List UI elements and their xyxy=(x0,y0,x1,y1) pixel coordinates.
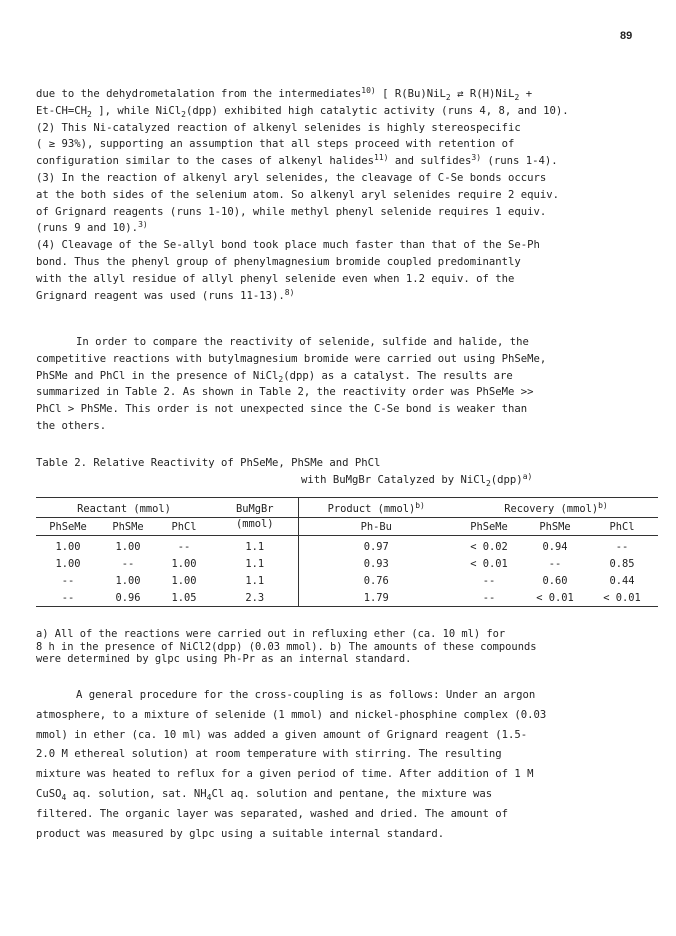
text-line: (runs 9 and 10).$^{3)}$ xyxy=(36,220,148,235)
table-cell: -- xyxy=(36,589,100,607)
table-row xyxy=(36,555,658,572)
text-line: CuSO$_4$ aq. solution, sat. $NH_4Cl$ aq. solution and pentane, the mixture was xyxy=(36,787,493,802)
text-line: bond. Thus the phenyl group of phenylmagnesium bromide coupled predominantly xyxy=(36,255,521,268)
col-header: Ph-Bu xyxy=(360,520,392,533)
table-caption xyxy=(36,455,532,489)
recovery-header: Recovery (mmol)$^{b)}$ xyxy=(454,498,658,518)
table-cell: 2.3 xyxy=(212,589,298,607)
table-row xyxy=(36,538,658,555)
table-cell: 1.1 xyxy=(212,538,298,555)
text-line: at the both sides of the selenium atom. So alkenyl aryl selenides require 2 equiv. xyxy=(36,188,559,201)
table-cell: 1.00 xyxy=(115,574,141,587)
text-line: summarized in Table 2. As shown in Table 2, the reactivity order was PhSeMe >> xyxy=(36,386,534,399)
table-cell: 1.00 xyxy=(115,540,141,553)
table-cell: < 0.01 xyxy=(524,589,586,607)
text-line: (3) In the reaction of alkenyl aryl selenides, the cleavage of C-Se bonds occurs xyxy=(36,171,547,184)
col-header: PhSeMe xyxy=(36,518,100,536)
text-line: In order to compare the reactivity of selenide, sulfide and halide, the xyxy=(76,336,529,348)
table-cell: -- xyxy=(454,589,524,607)
text-line: due to the dehydrometalation from the intermediates$^{10)}$ [ R(Bu)NiL$_2$ ⇄ R(H)NiL$_2$ + xyxy=(36,86,533,102)
paragraph-competitive-reactions xyxy=(36,334,658,435)
text-line: configuration similar to the cases of alkenyl halides$^{11)}$ and sulfides$^{3)}$ (runs 1-4). xyxy=(36,153,558,168)
col-header: PhSeMe xyxy=(470,520,508,533)
text-line: with the allyl residue of allyl phenyl selenide even when 1.2 equiv. of the xyxy=(36,272,515,285)
table-cell: 0.97 xyxy=(363,540,389,553)
table-cell: -- xyxy=(121,557,135,570)
table-cell: 1.79 xyxy=(298,589,454,607)
table-cell: < 0.01 xyxy=(470,557,508,570)
footnote-line: were determined by glpc using Ph-Pr as an internal standard. xyxy=(36,653,412,665)
table-cell: -- xyxy=(482,574,496,587)
text-line: competitive reactions with butylmagnesium bromide were carried out using PhSeMe, xyxy=(36,352,547,365)
table-footnotes xyxy=(36,628,536,666)
table-cell: 0.96 xyxy=(100,589,156,607)
table-cell: 0.85 xyxy=(609,557,635,570)
col-header: PhSMe xyxy=(539,520,571,533)
text-line: filtered. The organic layer was separated, washed and dried. The amount of xyxy=(36,807,508,820)
bumgbr-header: BuMgBr xyxy=(212,498,298,518)
col-header: PhCl xyxy=(609,520,635,533)
table-cell: -- xyxy=(615,540,629,553)
text-line: ( ≥ 93%), supporting an assumption that all steps proceed with retention of xyxy=(36,138,515,151)
table-cell: 1.00 xyxy=(55,557,81,570)
text-line: PhSMe and PhCl in the presence of NiCl$_2$(dpp) as a catalyst. The results are xyxy=(36,369,513,384)
table-cell: < 0.01 xyxy=(586,589,658,607)
table-group-header-row xyxy=(36,498,658,518)
table-cell: 0.44 xyxy=(609,574,635,587)
text-line: (2) This Ni-catalyzed reaction of alkenyl selenides is highly stereospecific xyxy=(36,121,521,134)
table-cell: 1.00 xyxy=(55,540,81,553)
text-line: mmol) in ether (ca. 10 ml) was added a given amount of Grignard reagent (1.5- xyxy=(36,728,528,741)
table-cell: 0.93 xyxy=(363,557,389,570)
col-header: PhCl xyxy=(156,518,212,536)
table-cell: -- xyxy=(61,574,75,587)
caption-line-1: Table 2. Relative Reactivity of PhSeMe, PhSMe and PhCl xyxy=(36,457,381,469)
table-cell: 1.1 xyxy=(212,572,298,589)
table-cell: 0.60 xyxy=(542,574,568,587)
table-cell: 1.1 xyxy=(212,555,298,572)
text-line: (4) Cleavage of the Se-allyl bond took place much faster than that of the Se-Ph xyxy=(36,239,540,252)
bumgbr-unit: (mmol) xyxy=(212,518,298,536)
col-header: PhSMe xyxy=(100,518,156,536)
paragraph-observations xyxy=(36,86,658,304)
text-line: $Et-CH=CH_2$ ], while NiCl$_2$(dpp) exhibited high catalytic activity (runs 4, 8, and 10). xyxy=(36,104,569,119)
text-line: PhCl > PhSMe. This order is not unexpected since the C-Se bond is weaker than xyxy=(36,403,528,416)
text-line: mixture was heated to reflux for a given period of time. After addition of 1 M xyxy=(36,768,534,781)
text-line: atmosphere, to a mixture of selenide (1 mmol) and nickel-phosphine complex (0.03 xyxy=(36,708,547,721)
text-line: the others. xyxy=(36,419,107,432)
product-header: Product (mmol)$^{b)}$ xyxy=(298,498,454,518)
text-line: 2.0 M ethereal solution) at room temperature with stirring. The resulting xyxy=(36,748,502,761)
text-line: of Grignard reagents (runs 1-10), while methyl phenyl selenide requires 1 equiv. xyxy=(36,205,547,218)
reactant-header: Reactant (mmol) xyxy=(36,498,212,518)
table-cell: -- xyxy=(177,540,191,553)
text-line: product was measured by glpc using a suitable internal standard. xyxy=(36,827,445,840)
footnote-line: 8 h in the presence of NiCl2(dpp) (0.03 mmol). b) The amounts of these compounds xyxy=(36,640,537,653)
table-cell: 1.00 xyxy=(171,557,197,570)
table-row xyxy=(36,589,658,607)
page-number: 89 xyxy=(620,30,633,42)
table-cell: -- xyxy=(548,557,562,570)
table-cell: 1.05 xyxy=(156,589,212,607)
text-line: Grignard reagent was used (runs 11-13).$^{8)}$ xyxy=(36,287,295,302)
caption-line-2: with BuMgBr Catalyzed by NiCl$_2$(dpp)$^{a)}$ xyxy=(301,472,533,488)
table-cell: < 0.02 xyxy=(470,540,508,553)
table-sub-header-row xyxy=(36,518,658,536)
paragraph-general-procedure xyxy=(36,686,546,844)
table-cell: 1.00 xyxy=(171,574,197,587)
table-relative-reactivity xyxy=(36,497,658,607)
footnote-line: a) All of the reactions were carried out in refluxing ether (ca. 10 ml) for xyxy=(36,628,506,640)
text-line: A general procedure for the cross-coupling is as follows: Under an argon xyxy=(76,689,536,701)
table-row xyxy=(36,572,658,589)
table-cell: 0.76 xyxy=(363,574,389,587)
table-cell: 0.94 xyxy=(542,540,568,553)
